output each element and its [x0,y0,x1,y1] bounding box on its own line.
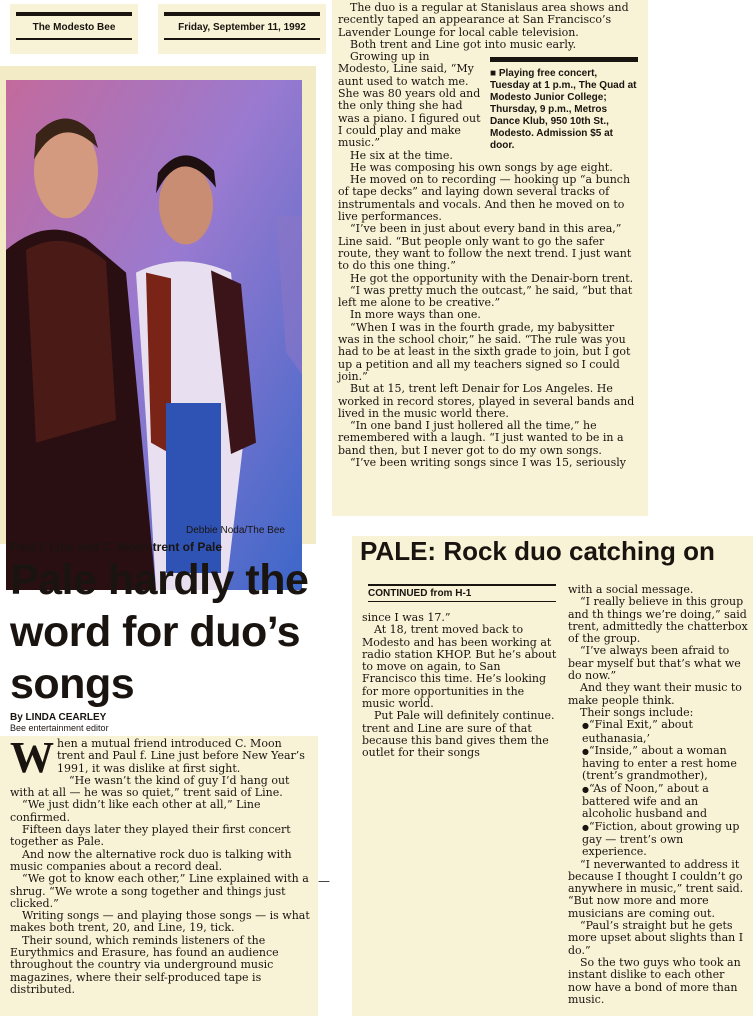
continued-from-label: CONTINUED from H-1 [368,584,556,602]
lead-paragraph: “He wasn’t the kind of guy I’d hang out with at all — he was so quiet,” trent said of Line. [10,773,290,800]
dash-mark: — [318,874,330,888]
article-paragraph: He was composing his own songs by age eight. [350,160,613,174]
lead-article [10,733,310,996]
continuation-clip [352,536,753,1016]
article-paragraph: “In one band I just hollered all the time,” he remembered with a laugh. “I just wanted to be in a band then, but I never got to do my own songs. [338,419,624,457]
article-paragraph: “I neverwanted to address it because I thought I couldn’t go anywhere in music,” trent said. “But now more and more musicians are coming out. [568,857,744,920]
lead-paragraph: Their sound, which reminds listeners of the Eurythmics and Erasure, has found an audience throughout the country via underground music magazines, where their self-produced tape is distributed. [10,933,279,996]
song-list-item: ● “As of Noon,” about a battered wife and an alcoholic husband and [568,783,750,821]
masthead-clip [10,4,138,54]
lead-paragraph: Writing songs — and playing those songs — is what makes both trent, 20, and Line, 19, tick. [10,909,310,935]
article-paragraph: “Paul’s straight but he gets more upset about slights than I do.” [568,919,744,957]
article-paragraph: The duo is a regular at Stanislaus area shows and recently taped an appearance at San Francisco’s Lavender Lounge for local cable television. [338,1,629,39]
drop-cap: W [10,733,54,782]
continuation-kicker: PALE: [360,536,437,566]
article-paragraph: He six at the time. [350,148,453,162]
lead-paragraph: And now the alternative rock duo is talking with music companies about a record deal. [10,847,292,873]
article-paragraph: “I was pretty much the outcast,” he said, “but that left me alone to be creative.” [338,283,633,310]
continuation-headline [360,536,715,567]
article-paragraph: with a social message. [568,583,694,596]
rule [16,12,132,16]
song-list-item: ● “Inside,” about a woman having to enter a rest home (trent’s grandmother), [568,745,750,783]
continuation-column-1 [362,612,558,760]
photo-credit: Debbie Noda/The Bee [186,525,285,536]
article-paragraph: Both trent and Line got into music early. [350,37,577,51]
dateline-clip [158,4,326,54]
photo-caption: Paul f. Line and C. Moon trent of Pale [10,540,223,554]
article-paragraph: since I was 17.” [362,611,451,624]
top-right-clip [332,0,648,516]
continuation-column-2 [568,584,750,1006]
article-paragraph: But at 15, trent left Denair for Los Angeles. He worked in record stores, played in several bands and lived in the music world there. [338,382,635,420]
lead-paragraph: “We just didn’t like each other at all,” Line confirmed. [10,798,261,824]
article-paragraph: He got the opportunity with the Denair-born trent. [350,271,634,285]
article-paragraph: “I’ve been in just about every band in this area,” Line said. “But people only want to go the safer route, they want to follow the next trend. I just want to do this one thing.” [338,222,632,273]
article-paragraph: In more ways than one. [350,308,481,322]
lead-paragraph: Fifteen days later they played their first concert together as Pale. [10,823,291,849]
concert-info-box: ■ Playing free concert, Tuesday at 1 p.m., The Quad at Modesto Junior College; Thursday, 9 p.m., Metros Dance Klub, 950 10th St., Modesto. Admission $5 at door. [490,57,638,152]
article-paragraph: “I’ve been writing songs since I was 15, seriously [350,455,626,469]
article-paragraph: “When I was in the fourth grade, my babysitter was in the school choir,” he said. “The rule was you had to be at least in the sixth grade to join, but I got up a petition and all my teachers signed so I could join.” [338,320,631,383]
byline: By LINDA CEARLEY [10,712,107,723]
lead-first-paragraph: hen a mutual friend introduced C. Moon trent and Paul f. Line just before New Year’s 1991, it was dislike at first sight. [57,737,305,775]
newspaper-name: The Modesto Bee [32,22,116,33]
song-list-item: ● “Final Exit,” about euthanasia,’ [568,719,750,745]
article-paragraph: Put Pale will definitely continue. trent and Line are sure of that because this band gives them the outlet for their songs [362,709,555,760]
article-paragraph: Their songs include: [580,705,694,719]
article-paragraph: “I’ve always been afraid to bear myself but that’s what we do now.” [568,644,741,683]
article-paragraph: Growing up in Modesto, Line said, “My aunt used to watch me. She was 80 years old and the only thing she had was a piano. I figured out I could play and make music.” [338,50,481,150]
article-paragraph: At 18, trent moved back to Modesto and has been working at radio station KHOP. But he’s about to move on again, to San Francisco this time. He’s looking for more opportunities in the music world. [362,623,557,711]
rule [164,38,320,40]
song-list-item: ● “Fiction, about growing up gay — trent’s own experience. [568,821,750,859]
article-column [338,2,638,469]
rule [164,12,320,16]
continuation-title: Rock duo catching on [443,536,715,566]
band-photo [6,80,302,590]
headline: Pale hardly the word for duo’s songs [10,556,309,708]
article-paragraph: He moved on to recording — hooking up “a bunch of tape decks” and laying down several tracks of instrumentals and vocals. And then he moved on to live performances. [338,173,631,224]
article-paragraph: And they want their music to make people think. [568,681,742,707]
lead-paragraph: “We got to know each other,” Line explained with a shrug. “We wrote a song together and things just clicked.” [10,872,309,910]
photo-clip [0,66,316,544]
article-paragraph: “I really believe in this group and th things we’re doing,” said trent, admittedly the chatterbox of the group. [568,595,748,646]
publication-date: Friday, September 11, 1992 [178,22,306,33]
article-paragraph: So the two guys who took an instant dislike to each other now have a bond of more than music. [568,955,741,1006]
byline-title: Bee entertainment editor [10,723,109,733]
rule [16,38,132,40]
